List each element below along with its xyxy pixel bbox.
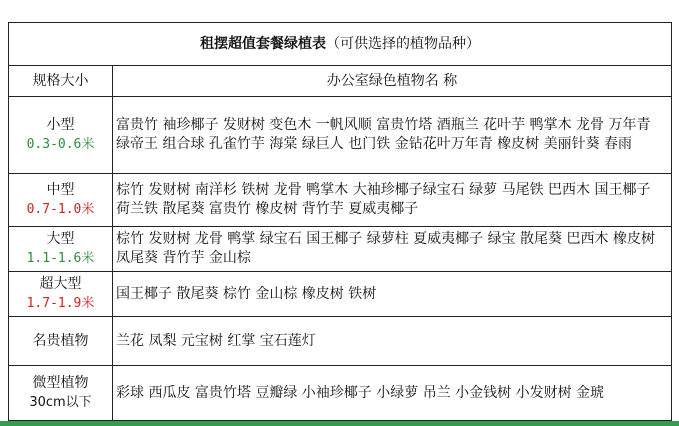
size-range: 1.1-1.6米: [26, 251, 95, 266]
plants-cell: 兰花 凤梨 元宝树 红掌 宝石莲灯: [113, 317, 672, 366]
table-row: [9, 227, 672, 272]
table-row: [9, 174, 672, 227]
size-label: 小型: [46, 117, 75, 133]
size-range: 0.7-1.0米: [26, 202, 95, 217]
plants-cell: 彩球 西瓜皮 富贵竹塔 豆瓣绿 小袖珍椰子 小绿萝 吊兰 小金钱树 小发财树 金琥: [113, 366, 672, 421]
size-label: 名贵植物: [32, 332, 89, 349]
plants-cell: 棕竹 发财树 龙骨 鸭掌 绿宝石 国王椰子 绿萝柱 夏威夷椰子 绿宝 散尾葵 巴西木 橡皮树 凤尾葵 背竹芋 金山棕: [113, 227, 672, 272]
plants-cell: 棕竹 发财树 南洋杉 铁树 龙骨 鸭掌木 大袖珍椰子绿宝石 绿萝 马尾铁 巴西木 国王椰子 荷兰铁 散尾葵 富贵竹 橡皮树 背竹芋 夏威夷椰子: [113, 174, 672, 227]
size-label: 超大型: [39, 276, 82, 292]
size-range: 0.3-0.6米: [26, 137, 95, 152]
header-size: 规格大小: [9, 66, 113, 97]
size-label: 中型: [46, 182, 75, 198]
size-range: 1.7-1.9米: [26, 296, 95, 311]
header-plants: 办公室绿色植物名 称: [113, 66, 672, 97]
table-row: [9, 272, 672, 317]
plant-table: [8, 22, 672, 421]
size-cell: [9, 366, 113, 421]
size-range: 30cm以下: [29, 395, 92, 410]
size-cell: [9, 317, 113, 366]
size-label: 微型植物: [32, 375, 89, 391]
table-row: [9, 317, 672, 366]
table-row: [9, 366, 672, 421]
table-title: [9, 23, 672, 66]
size-cell: [9, 174, 113, 227]
table-title-main: 租摆超值套餐绿植表: [200, 35, 326, 52]
size-label: 大型: [46, 231, 75, 247]
size-cell: [9, 227, 113, 272]
table-title-sub: （可供选择的植物品种）: [326, 35, 480, 52]
plants-cell: 富贵竹 袖珍椰子 发财树 变色木 一帆风顺 富贵竹塔 酒瓶兰 花叶芋 鸭掌木 龙骨 万年青 绿帝王 组合球 孔雀竹芋 海棠 绿巨人 也门铁 金钻花叶万年青 橡皮树 美丽针葵 春雨: [113, 97, 672, 174]
plants-cell: 国王椰子 散尾葵 棕竹 金山棕 橡皮树 铁树: [113, 272, 672, 317]
bottom-accent-bar: [0, 421, 679, 426]
table-row: [9, 97, 672, 174]
size-cell: [9, 97, 113, 174]
size-cell: [9, 272, 113, 317]
